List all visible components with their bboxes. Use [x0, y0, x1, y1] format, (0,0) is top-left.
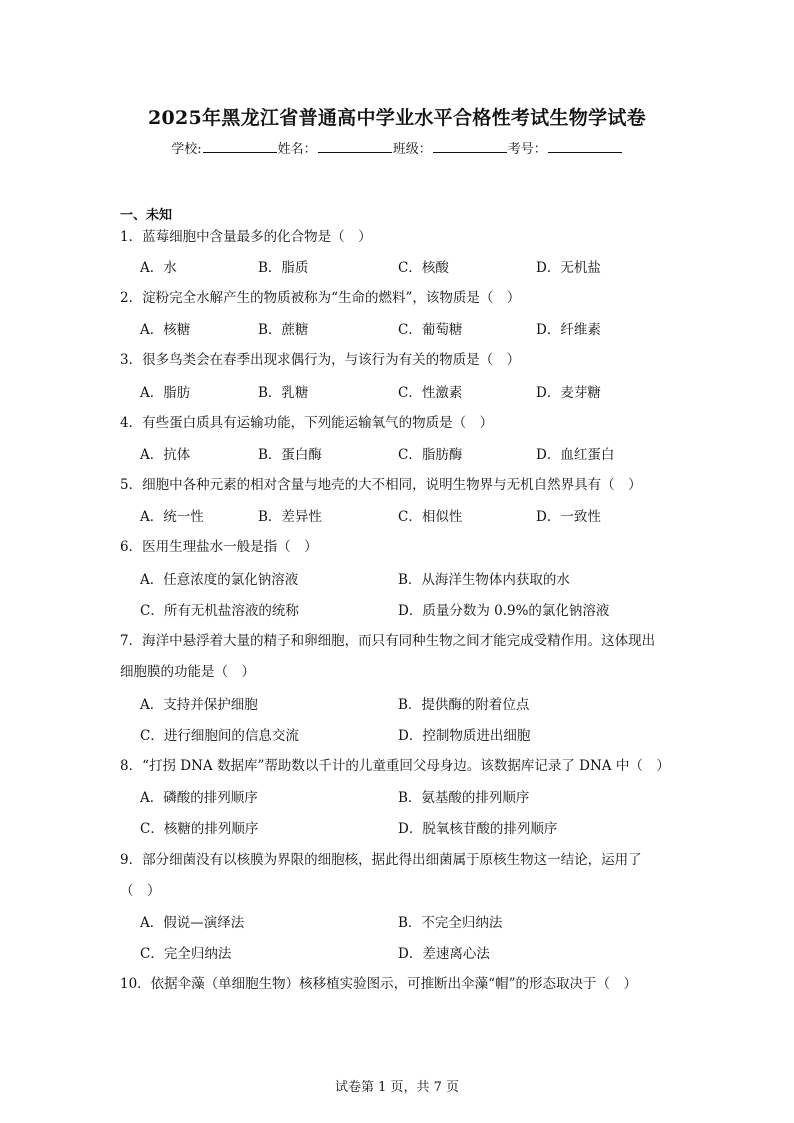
option-b: B．蛋白酶 — [258, 447, 322, 463]
option-d: D．脱氧核苷酸的排列顺序 — [398, 821, 558, 837]
option-b: B．氨基酸的排列顺序 — [398, 790, 530, 806]
option-b: B．不完全归纳法 — [398, 915, 503, 931]
option-c: C．完全归纳法 — [140, 946, 232, 962]
question-stem: 1．蓝莓细胞中含量最多的化合物是（ ） — [120, 229, 372, 245]
student-info-line — [0, 138, 794, 157]
exam-no-blank — [548, 140, 622, 153]
option-a: A．脂肪 — [140, 385, 191, 401]
option-c: C．相似性 — [398, 509, 463, 525]
name-label: 姓名： — [277, 142, 317, 157]
page-title: 2025年黑龙江省普通高中学业水平合格性考试生物学试卷 — [148, 107, 646, 129]
option-d: D．差速离心法 — [398, 946, 490, 962]
question-stem: 9．部分细菌没有以核膜为界限的细胞核，据此得出细菌属于原核生物这一结论，运用了 — [120, 852, 642, 868]
question-stem: 2．淀粉完全水解产生的物质被称为“生命的燃料”，该物质是（ ） — [120, 290, 521, 306]
option-d: D．质量分数为 0.9%的氯化钠溶液 — [398, 603, 610, 619]
option-c: C．性激素 — [398, 385, 463, 401]
option-b: B．提供酶的附着位点 — [398, 697, 530, 713]
question-stem-continued: （ ） — [120, 883, 161, 899]
option-c: C．核酸 — [398, 260, 449, 276]
question-stem: 4．有些蛋白质具有运输功能，下列能运输氧气的物质是（ ） — [120, 415, 494, 431]
question-stem: 7．海洋中悬浮着大量的精子和卵细胞，而只有同种生物之间才能完成受精作用。这体现出 — [120, 633, 656, 649]
question-stem: 10．依据伞藻（单细胞生物）核移植实验图示，可推断出伞藻“帽”的形态取决于（ ） — [120, 976, 637, 992]
option-b: B．从海洋生物体内获取的水 — [398, 572, 570, 588]
option-a: A．水 — [140, 260, 177, 276]
option-a: A．统一性 — [140, 509, 204, 525]
page-footer: 试卷第 1 页，共 7 页 — [334, 1080, 460, 1095]
question-stem: 5．细胞中各种元素的相对含量与地壳的大不相同，说明生物界与无机自然界具有（ ） — [120, 477, 642, 493]
question-stem: 6．医用生理盐水一般是指（ ） — [120, 539, 318, 555]
school-label: 学校: — [171, 142, 202, 157]
question-stem: 8．“打拐 DNA 数据库”帮助数以千计的儿童重回父母身边。该数据库记录了 DNA 中（ ） — [120, 758, 670, 774]
option-c: C．葡萄糖 — [398, 322, 463, 338]
option-c: C．核糖的排列顺序 — [140, 821, 259, 837]
exam-no-label: 考号： — [507, 142, 547, 157]
option-a: A．支持并保护细胞 — [140, 697, 258, 713]
class-blank — [433, 140, 507, 153]
question-stem: 3．很多鸟类会在春季出现求偶行为，与该行为有关的物质是（ ） — [120, 352, 521, 368]
option-a: A．任意浓度的氯化钠溶液 — [140, 572, 299, 588]
option-b: B．乳糖 — [258, 385, 309, 401]
option-a: A．抗体 — [140, 447, 191, 463]
section-heading: 一、未知 — [120, 208, 173, 223]
name-blank — [318, 140, 392, 153]
school-blank — [203, 140, 277, 153]
option-b: B．差异性 — [258, 509, 322, 525]
option-b: B．蔗糖 — [258, 322, 309, 338]
option-c: C．进行细胞间的信息交流 — [140, 728, 299, 744]
question-stem-continued: 细胞膜的功能是（ ） — [120, 664, 255, 680]
class-label: 班级： — [392, 142, 432, 157]
option-d: D．无机盐 — [536, 260, 601, 276]
option-d: D．纤维素 — [536, 322, 601, 338]
option-d: D．血红蛋白 — [536, 447, 615, 463]
option-a: A．假说—演绎法 — [140, 915, 245, 931]
option-b: B．脂质 — [258, 260, 309, 276]
option-d: D．一致性 — [536, 509, 601, 525]
option-c: C．所有无机盐溶液的统称 — [140, 603, 299, 619]
option-a: A．磷酸的排列顺序 — [140, 790, 258, 806]
option-a: A．核糖 — [140, 322, 191, 338]
option-c: C．脂肪酶 — [398, 447, 463, 463]
option-d: D．麦芽糖 — [536, 385, 601, 401]
option-d: D．控制物质进出细胞 — [398, 728, 531, 744]
